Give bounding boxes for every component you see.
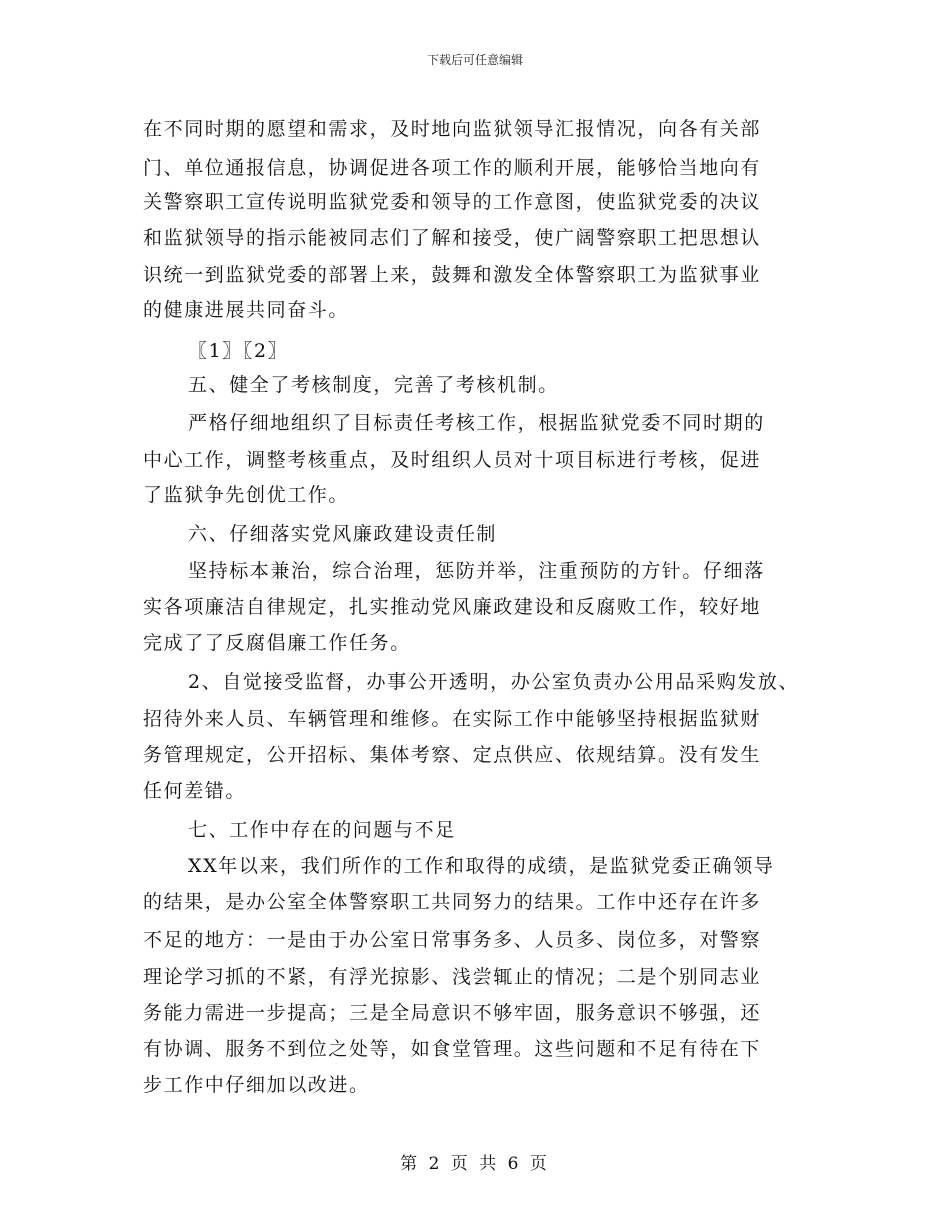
text-line: 不足的地方：一是由于办公室日常事务多、人员多、岗位多，对警察 bbox=[143, 929, 762, 951]
text-line: 严格仔细地组织了目标责任考核工作，根据监狱党委不同时期的 bbox=[188, 412, 765, 434]
section-heading: 五、健全了考核制度，完善了考核机制。 bbox=[188, 374, 559, 396]
text-line: 的结果，是办公室全体警察职工共同努力的结果。工作中还存在许多 bbox=[143, 891, 762, 913]
text-line: 有协调、服务不到位之处等，如食堂管理。这些问题和不足有待在下 bbox=[143, 1038, 762, 1060]
section-heading: 七、工作中存在的问题与不足 bbox=[188, 819, 456, 841]
text-line: 务管理规定，公开招标、集体考察、定点供应、依规结算。没有发生 bbox=[143, 744, 762, 766]
text-line: 坚持标本兼治，综合治理，惩防并举，注重预防的方针。仔细落 bbox=[188, 560, 765, 582]
text-line: 任何差错。 bbox=[143, 780, 247, 802]
reference-line: 〖1〗〖2〗 bbox=[188, 340, 289, 362]
page-header: 下载后可任意编辑 bbox=[426, 53, 523, 67]
text-line: 在不同时期的愿望和需求，及时地向监狱领导汇报情况，向各有关部 bbox=[143, 118, 762, 140]
text-line: 门、单位通报信息，协调促进各项工作的顺利开展，能够恰当地向有 bbox=[143, 157, 762, 179]
text-line: 中心工作，调整考核重点，及时组织人员对十项目标进行考核，促进 bbox=[143, 449, 762, 471]
text-line: 和监狱领导的指示能被同志们了解和接受，使广阔警察职工把思想认 bbox=[143, 227, 762, 249]
text-line: 完成了了反腐倡廉工作任务。 bbox=[143, 632, 411, 654]
text-line: 识统一到监狱党委的部署上来，鼓舞和激发全体警察职工为监狱事业 bbox=[143, 264, 762, 286]
text-line: 步工作中仔细加以改进。 bbox=[143, 1074, 370, 1096]
text-line: 的健康进展共同奋斗。 bbox=[143, 299, 350, 321]
text-line: 理论学习抓的不紧，有浮光掠影、浅尝辄止的情况；二是个别同志业 bbox=[143, 966, 762, 988]
text-line: XX年以来，我们所作的工作和取得的成绩，是监狱党委正确领导 bbox=[188, 855, 775, 877]
text-line: 2、自觉接受监督，办事公开透明，办公室负责办公用品采购发放、 bbox=[188, 671, 800, 693]
section-heading: 六、仔细落实党风廉政建设责任制 bbox=[188, 523, 498, 545]
page-number: 第 2 页 共 6 页 bbox=[400, 1154, 550, 1174]
text-line: 招待外来人员、车辆管理和维修。在实际工作中能够坚持根据监狱财 bbox=[143, 708, 762, 730]
text-line: 务能力需进一步提高；三是全局意识不够牢固，服务意识不够强，还 bbox=[143, 1002, 762, 1024]
text-line: 实各项廉洁自律规定，扎实推动党风廉政建设和反腐败工作，较好地 bbox=[143, 596, 762, 618]
text-line: 关警察职工宣传说明监狱党委和领导的工作意图，使监狱党委的决议 bbox=[143, 191, 762, 213]
text-line: 了监狱争先创优工作。 bbox=[143, 484, 350, 506]
